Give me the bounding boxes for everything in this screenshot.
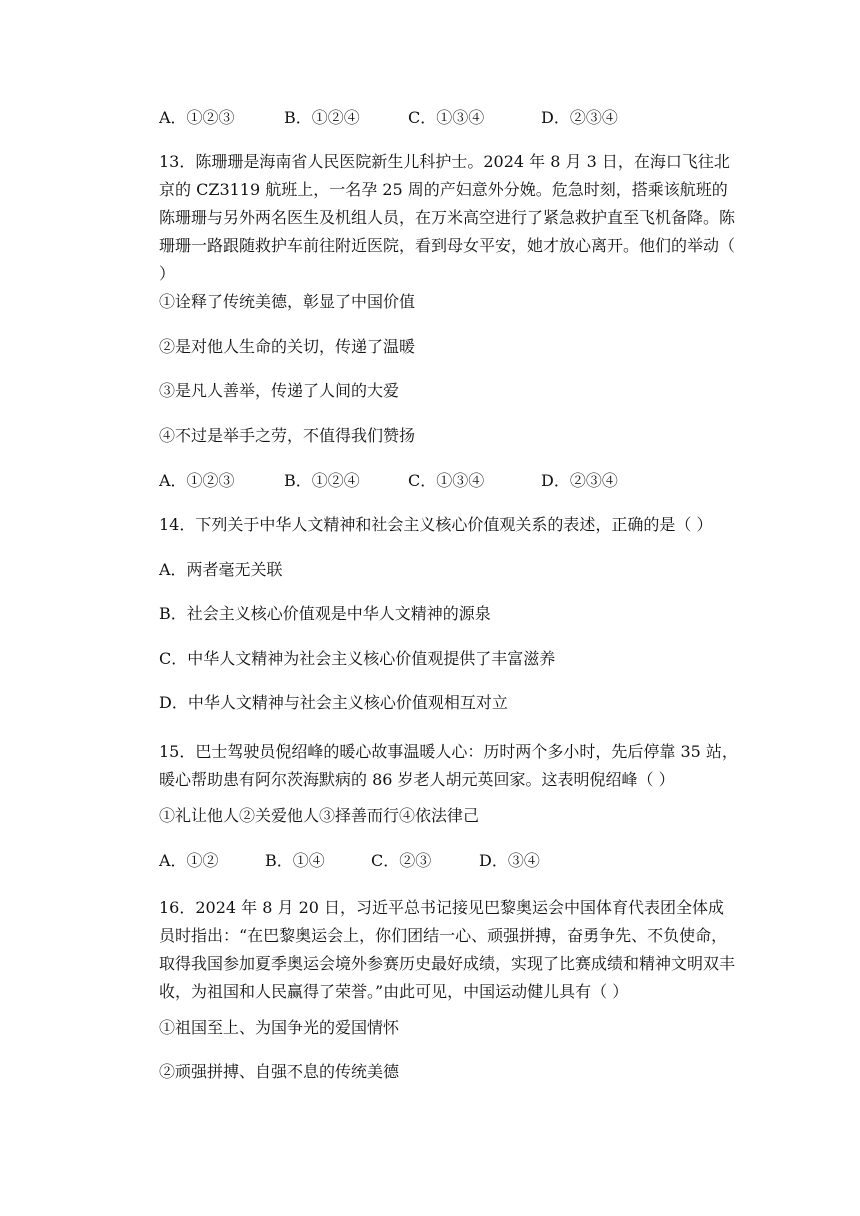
- q13-statement-2: ②是对他人生命的关切，传递了温暖: [159, 337, 416, 356]
- q16-statement-2: ②顽强拼搏、自强不息的传统美德: [159, 1062, 400, 1081]
- q12-option-b: B．①②④: [284, 108, 360, 127]
- q13-statement-4: ④不过是举手之劳，不值得我们赞扬: [159, 426, 416, 445]
- q14-option-a: A．两者毫无关联: [159, 560, 283, 579]
- q13-stem: 13．陈珊珊是海南省人民医院新生儿科护士。2024 年 8 月 3 日，在海口飞往北京的 CZ3119 航班上，一名孕 25 周的产妇意外分娩。危急时刻，搭乘该航班的陈珊珊与另外两名医生及机组人员，在万米高空进行了紧急救护直至飞机备降。陈珊珊一路跟随救护车前往附近医院，看到母女平安，她才放心离开。他们的举动（ ）: [159, 152, 736, 283]
- q15-statements: ①礼让他人②关爱他人③择善而行④依法律己: [159, 806, 480, 825]
- q15-options: [159, 851, 540, 871]
- q12-option-d: D．②③④: [541, 108, 618, 127]
- q13-statement-1: ①诠释了传统美德，彰显了中国价值: [159, 292, 416, 311]
- q14-option-b: B．社会主义核心价值观是中华人文精神的源泉: [159, 604, 491, 623]
- q14-option-c: C．中华人文精神为社会主义核心价值观提供了丰富滋养: [159, 649, 556, 668]
- q14-option-d: D．中华人文精神与社会主义核心价值观相互对立: [159, 693, 508, 712]
- q15-option-c: C．②③: [371, 851, 432, 870]
- q13-statement-3: ③是凡人善举，传递了人间的大爱: [159, 381, 400, 400]
- q13-options: [159, 471, 618, 491]
- q12-option-a: A．①②③: [159, 108, 235, 127]
- q12-options: [159, 108, 618, 128]
- q13-option-b: B．①②④: [284, 471, 360, 490]
- q15-option-d: D．③④: [479, 851, 540, 870]
- q15-stem: 15．巴士驾驶员倪绍峰的暖心故事温暖人心：历时两个多小时，先后停靠 35 站，暖心帮助患有阿尔茨海默病的 86 岁老人胡元英回家。这表明倪绍峰（ ）: [159, 742, 738, 789]
- q14-stem: 14．下列关于中华人文精神和社会主义核心价值观关系的表述，正确的是（ ）: [159, 515, 713, 534]
- q12-option-c: C．①③④: [408, 108, 485, 127]
- q13-option-d: D．②③④: [541, 471, 618, 490]
- q15-option-b: B．①④: [265, 851, 325, 870]
- q16-statement-1: ①祖国至上、为国争光的爱国情怀: [159, 1018, 400, 1037]
- q15-option-a: A．①②: [159, 851, 219, 870]
- q16-stem: 16．2024 年 8 月 20 日，习近平总书记接见巴黎奥运会中国体育代表团全体成员时指出：“在巴黎奥运会上，你们团结一心、顽强拼搏，奋勇争先、不负使命，取得我国参加夏季奥运会境外参赛历史最好成绩，实现了比赛成绩和精神文明双丰收，为祖国和人民赢得了荣誉。”由此可见，中国运动健儿具有（ ）: [159, 898, 736, 1001]
- q13-option-c: C．①③④: [408, 471, 485, 490]
- q13-option-a: A．①②③: [159, 471, 235, 490]
